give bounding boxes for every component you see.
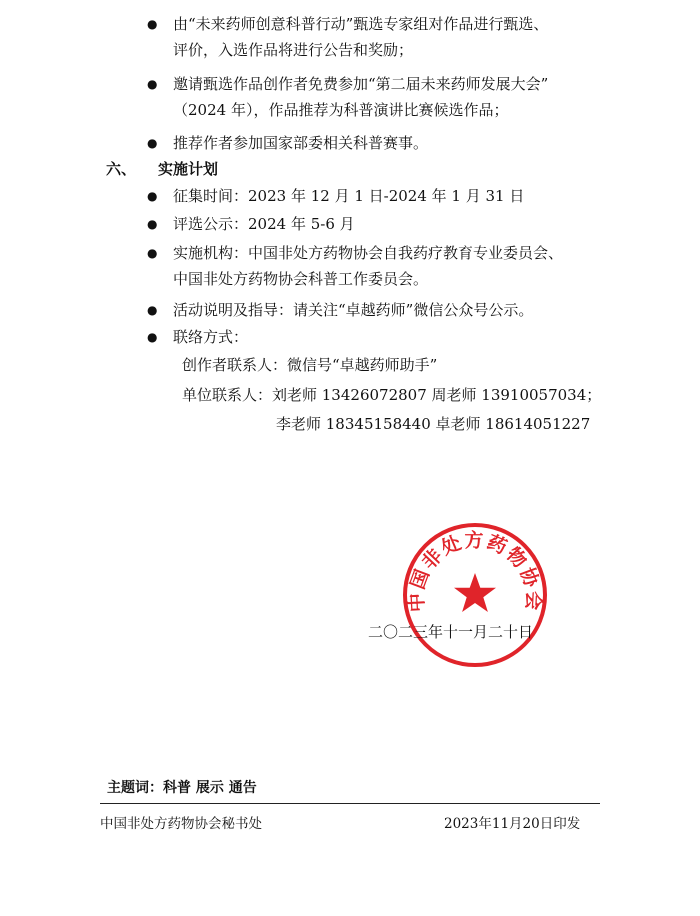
keywords: 主题词：科普 展示 通告 xyxy=(107,780,257,796)
bullet-icon: ● xyxy=(147,246,158,260)
footer-date: 2023年11月20日印发 xyxy=(444,816,581,832)
contact-unit: 单位联系人：刘老师 13426072807 周老师 13910057034； xyxy=(182,386,602,404)
bullet-icon: ● xyxy=(147,189,158,203)
bullet-icon: ● xyxy=(147,330,158,344)
bullet-text: 联络方式： xyxy=(173,328,249,346)
bullet-icon: ● xyxy=(147,17,158,31)
footer-org: 中国非处方药物协会秘书处 xyxy=(100,816,262,832)
bullet-text: 由“未来药师创意科普行动”甄选专家组对作品进行甄选、 xyxy=(173,15,549,33)
bullet-text: （2024 年），作品推荐为科普演讲比赛候选作品； xyxy=(173,101,509,119)
contact-creator: 创作者联系人：微信号“卓越药师助手” xyxy=(182,356,438,374)
section-title: 实施计划 xyxy=(158,160,219,178)
issue-date: 二〇二三年十一月二十日 xyxy=(368,623,534,641)
bullet-icon: ● xyxy=(147,77,158,91)
bullet-icon: ● xyxy=(147,136,158,150)
contact-unit-cont: 李老师 18345158440 卓老师 18614051227 xyxy=(276,415,591,433)
bullet-text: 邀请甄选作品创作者免费参加“第二届未来药师发展大会” xyxy=(173,75,549,93)
star-icon xyxy=(454,573,496,612)
seal-text: 中国非处方药物协会 xyxy=(405,529,545,613)
bullet-text: 实施机构：中国非处方药物协会自我药疗教育专业委员会、 xyxy=(173,244,564,262)
bullet-text: 中国非处方药物协会科普工作委员会。 xyxy=(173,270,429,288)
bullet-text: 征集时间：2023 年 12 月 1 日-2024 年 1 月 31 日 xyxy=(173,187,525,205)
bullet-icon: ● xyxy=(147,303,158,317)
bullet-text: 推荐作者参加国家部委相关科普赛事。 xyxy=(173,134,429,152)
bullet-text: 评选公示：2024 年 5-6 月 xyxy=(173,215,355,233)
divider xyxy=(100,803,600,804)
bullet-text: 活动说明及指导：请关注“卓越药师”微信公众号公示。 xyxy=(173,301,534,319)
official-seal xyxy=(400,520,550,670)
section-number: 六、 xyxy=(106,160,137,178)
bullet-text: 评价，入选作品将进行公告和奖励； xyxy=(173,41,414,59)
bullet-icon: ● xyxy=(147,217,158,231)
